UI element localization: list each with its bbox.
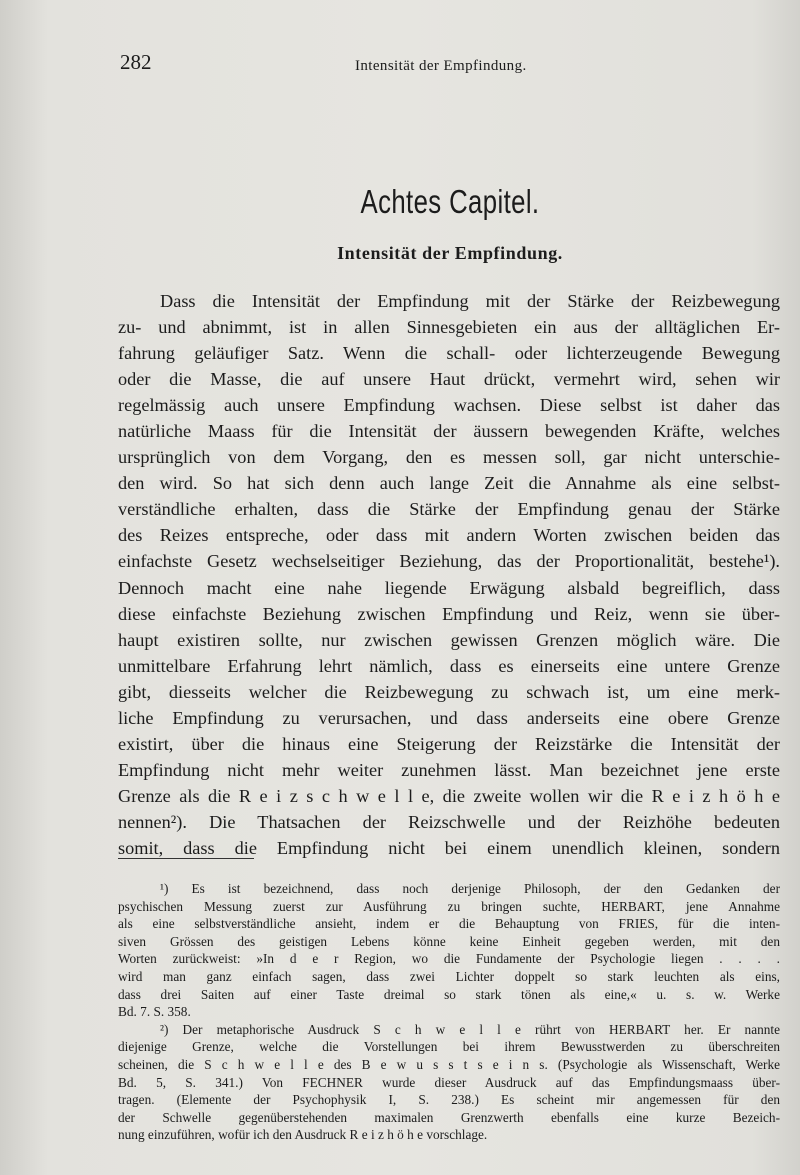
body-line: ursprünglich von dem Vorgang, den es messen soll, gar nicht unterschie-: [118, 447, 780, 468]
running-title: Intensität der Empfindung.: [355, 58, 527, 74]
footnote-line: der Schwelle gegenüberstehenden maximalen Grenzwerth ebenfalls eine kurze Bezeich-: [118, 1109, 780, 1125]
footnote-line: scheinen, die S c h w e l l e des B e w u s s t s e i n s. (Psychologie als Wissenschaft, Werke: [118, 1056, 780, 1072]
body-text: [118, 288, 780, 861]
footnote-line: nung einzuführen, wofür ich den Ausdruck R e i z h ö h e vorschlage.: [118, 1127, 488, 1143]
body-line: Dass die Intensität der Empfindung mit der Stärke der Reizbewegung: [160, 291, 780, 311]
body-line: einfachste Gesetz wechselseitiger Beziehung, das der Proportionalität, bestehe¹).: [118, 551, 780, 572]
page-number: 282: [120, 50, 152, 74]
body-line: Dennoch macht eine nahe liegende Erwägung alsbald begreiflich, dass: [118, 577, 780, 598]
body-line: Empfindung nicht mehr weiter zunehmen lässt. Man bezeichnet jene erste: [118, 759, 780, 780]
body-line: des Reizes entspreche, oder dass mit andern Worten zwischen beiden das: [118, 525, 780, 546]
footnotes: [118, 880, 780, 1144]
body-line: regelmässig auch unsere Empfindung wachsen. Diese selbst ist daher das: [118, 395, 780, 416]
body-line: existirt, über die hinaus eine Steigerung der Reizstärke die Intensität der: [118, 733, 780, 754]
footnote-line: wird man ganz einfach sagen, dass zwei Lichter doppelt so stark leuchten als eins,: [118, 968, 780, 984]
footnote-line: Bd. 5, S. 341.) Von FECHNER wurde dieser Ausdruck auf das Empfindungsmaass über-: [118, 1074, 780, 1090]
body-line: verständliche erhalten, dass die Stärke der Empfindung genau der Stärke: [118, 499, 780, 520]
running-head: [118, 50, 760, 78]
body-line: liche Empfindung zu verursachen, und dass anderseits eine obere Grenze: [118, 707, 780, 728]
body-line: zu- und abnimmt, ist in allen Sinnesgebieten ein aus der alltäglichen Er-: [118, 317, 780, 338]
body-line: Grenze als die R e i z s c h w e l l e, die zweite wollen wir die R e i z h ö h e: [118, 785, 780, 806]
footnote-divider: [118, 858, 254, 859]
footnote-line: siven Grössen des geistigen Lebens könne keine Einheit gegeben werden, mit den: [118, 933, 780, 949]
body-line: fahrung geläufiger Satz. Wenn die schall- oder lichterzeugende Bewegung: [118, 343, 780, 364]
footnote-line: als eine selbstverständliche ansieht, indem er die Behauptung von FRIES, für die inten-: [118, 916, 780, 932]
body-line: den wird. So hat sich denn auch lange Zeit die Annahme als eine selbst-: [118, 473, 780, 494]
body-line: gibt, diesseits welcher die Reizbewegung zu schwach ist, um eine merk-: [118, 681, 780, 702]
body-line: nennen²). Die Thatsachen der Reizschwelle und der Reizhöhe bedeuten: [118, 811, 780, 832]
body-line: haupt existiren sollte, nur zwischen gewissen Grenzen möglich wäre. Die: [118, 629, 780, 650]
body-line: somit, dass die Empfindung nicht bei einem unendlich kleinen, sondern: [118, 837, 780, 858]
chapter-title: Achtes Capitel.: [360, 183, 540, 220]
body-line: natürliche Maass für die Intensität der äussern bewegenden Kräfte, welches: [118, 421, 780, 442]
footnote-line: Worten zurückweist: »In d e r Region, wo die Fundamente der Psychologie liegen . . . .: [118, 951, 780, 967]
footnote-line: ¹) Es ist bezeichnend, dass noch derjenige Philosoph, der den Gedanken der: [160, 881, 780, 896]
body-line: oder die Masse, die auf unsere Haut drückt, vermehrt wird, sehen wir: [118, 369, 780, 390]
footnote-line: dass drei Saiten auf einer Taste dreimal so stark tönen als eine,« u. s. w. Werke: [118, 986, 780, 1002]
footnote-line: Bd. 7. S. 358.: [118, 1004, 191, 1020]
body-line: diese einfachste Beziehung zwischen Empfindung und Reiz, wenn sie über-: [118, 603, 780, 624]
footnote-line: psychischen Messung zuerst zur Ausführung zu bringen suchte, HERBART, jene Annahme: [118, 898, 780, 914]
footnote-line: diejenige Grenze, welche die Vorstellungen bei ihrem Bewusstwerden zu überschreiten: [118, 1039, 780, 1055]
footnote-line: tragen. (Elemente der Psychophysik I, S. 238.) Es scheint mir angemessen für den: [118, 1092, 780, 1108]
footnote-line: ²) Der metaphorische Ausdruck S c h w e l l e rührt von HERBART her. Er nannte: [160, 1021, 780, 1037]
section-title: Intensität der Empfindung.: [337, 243, 563, 263]
body-line: unmittelbare Erfahrung lehrt nämlich, dass es einerseits eine untere Grenze: [118, 655, 780, 676]
